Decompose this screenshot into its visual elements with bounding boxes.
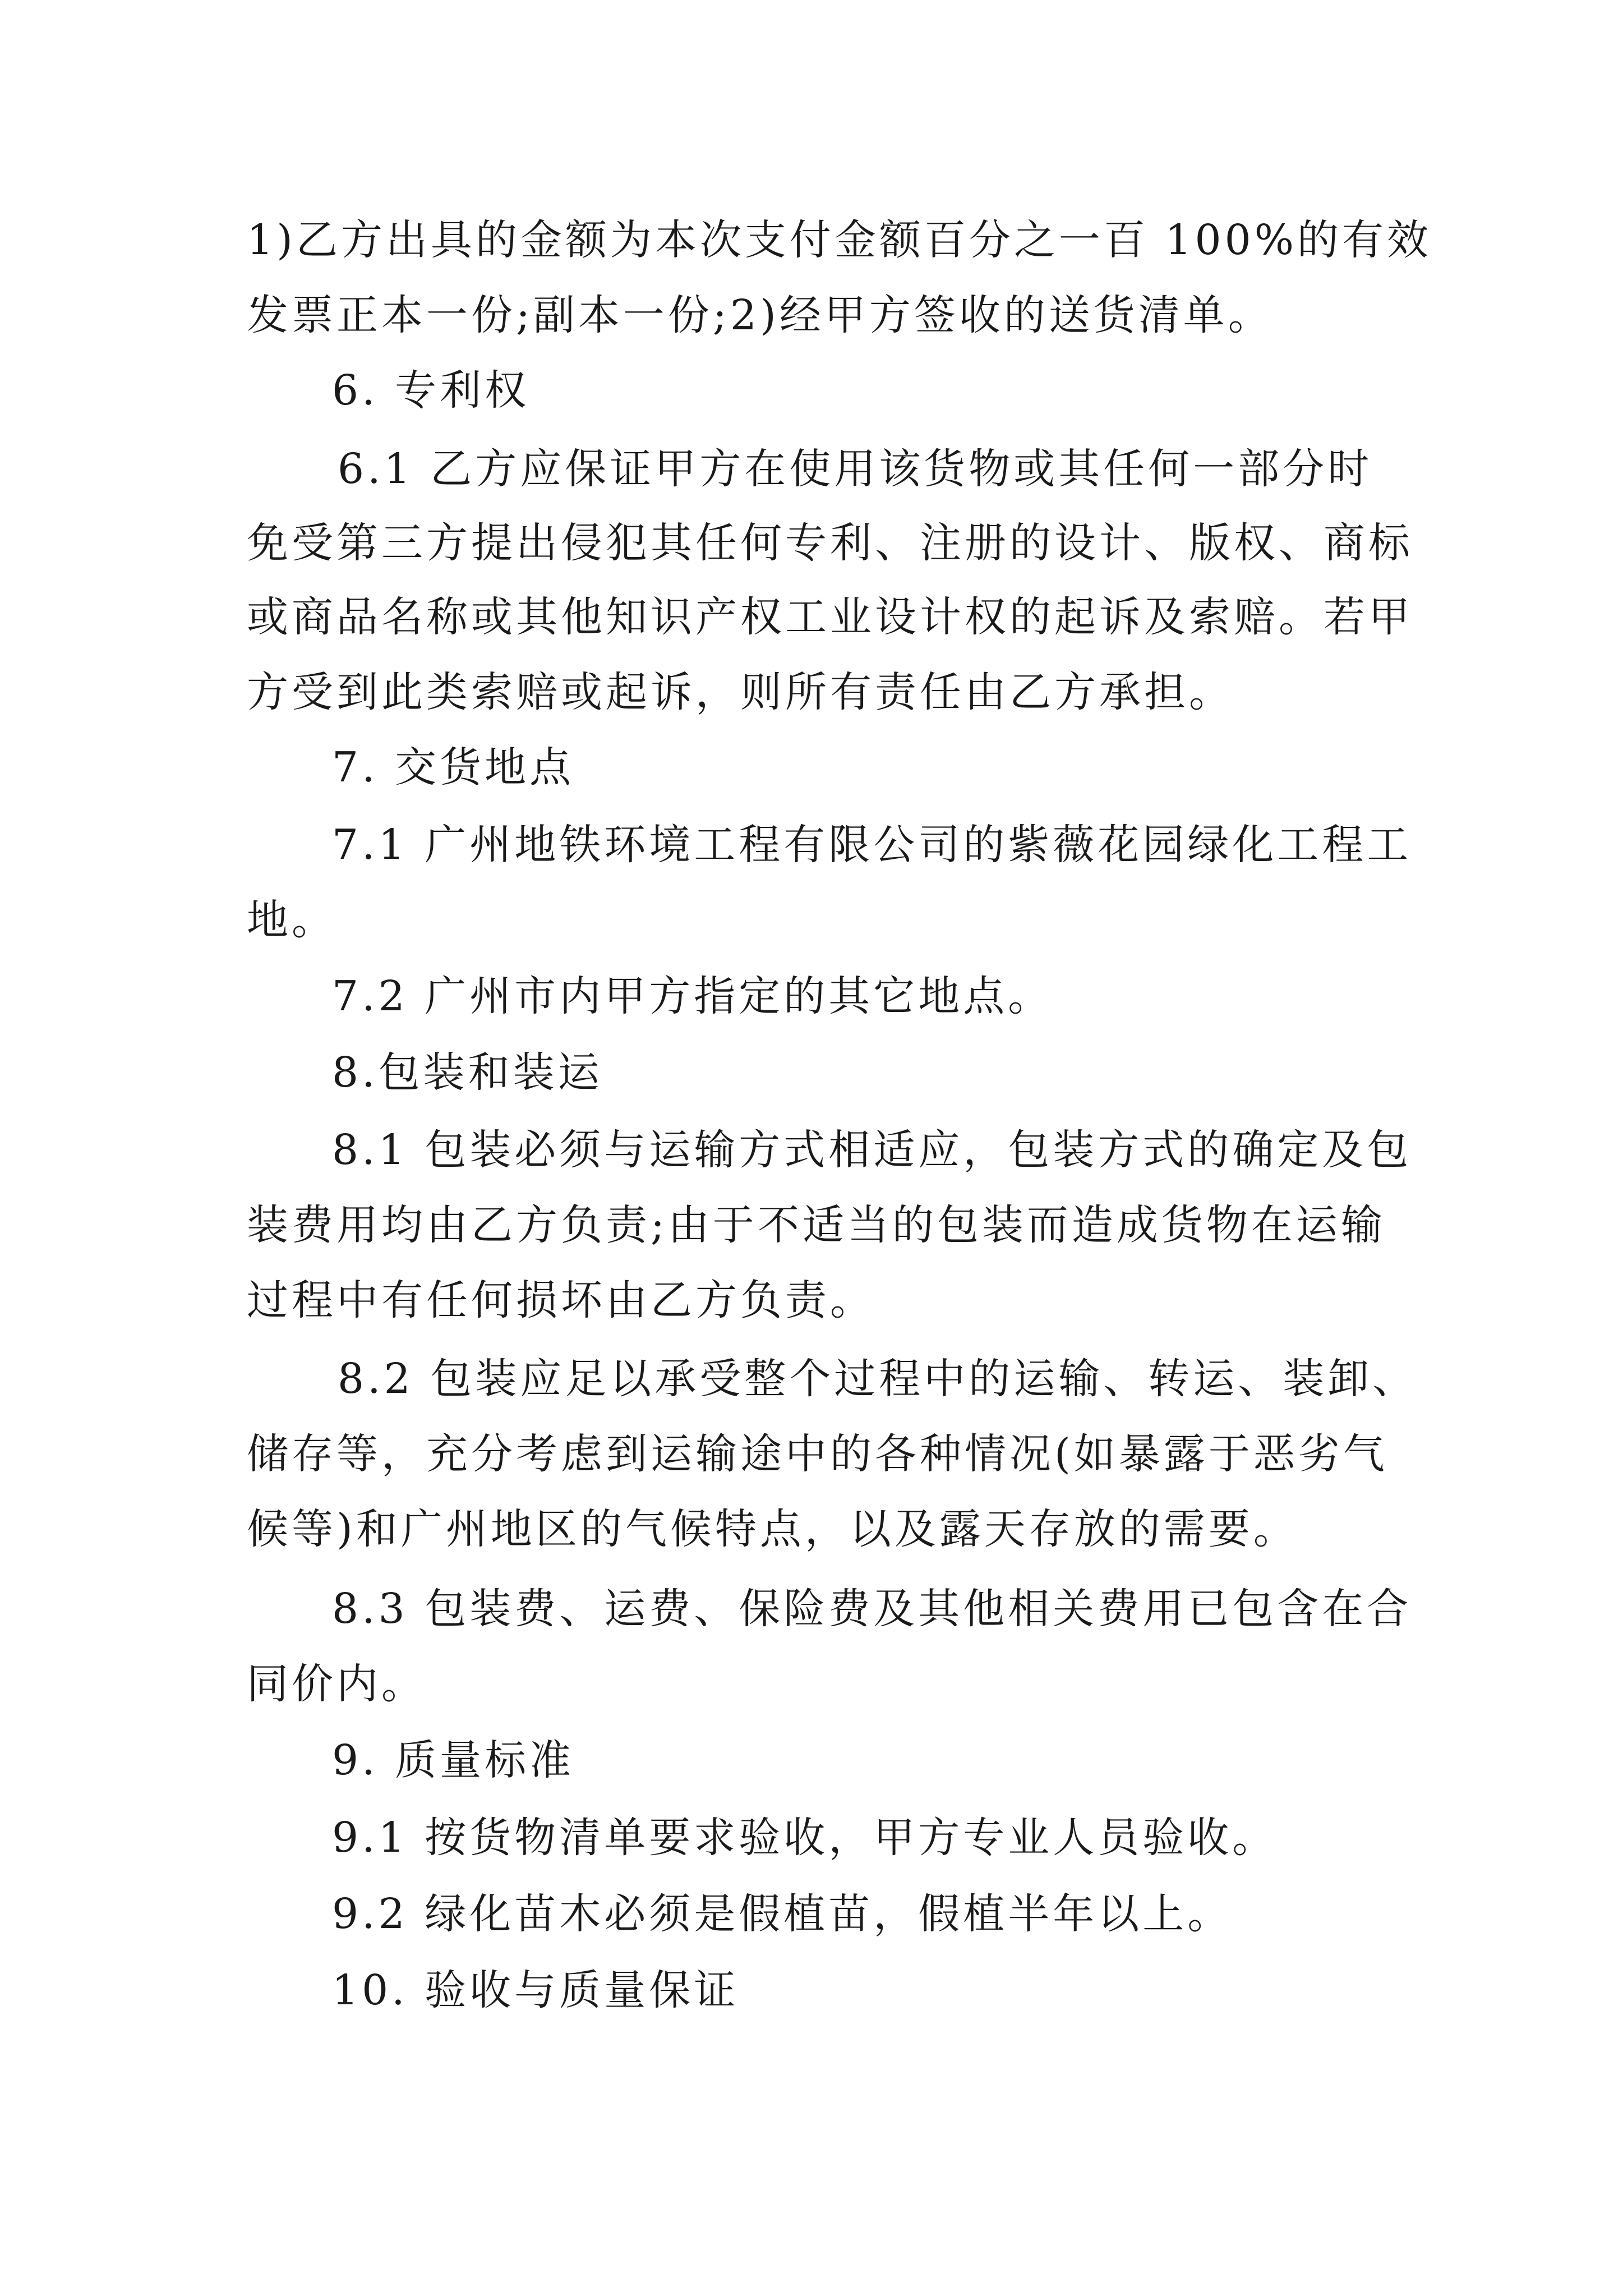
text-line-payment-invoice: 1)乙方出具的金额为本次支付金额百分之一百 100%的有效 — [247, 216, 1432, 264]
text-line-8-3: 8.3 包装费、运费、保险费及其他相关费用已包含在合 — [332, 1585, 1412, 1633]
section-heading-7: 7. 交货地点 — [332, 743, 575, 792]
text-line-7-1: 7.1 广州地铁环境工程有限公司的紫薇花园绿化工程工 — [332, 821, 1412, 869]
text-line-6-1-cont-2: 或商品名称或其他知识产权工业设计权的起诉及索赔。若甲 — [247, 593, 1413, 641]
text-line-9-1: 9.1 按货物清单要求验收，甲方专业人员验收。 — [332, 1814, 1278, 1862]
text-line-8-1-cont-1: 装费用均由乙方负责;由于不适当的包装而造成货物在运输 — [247, 1201, 1386, 1249]
section-heading-10: 10. 验收与质量保证 — [332, 1966, 739, 2014]
text-line-6-1-cont-1: 免受第三方提出侵犯其任何专利、注册的设计、版权、商标 — [247, 519, 1413, 567]
text-line-9-2: 9.2 绿化苗木必须是假植苗，假植半年以上。 — [332, 1890, 1233, 1938]
text-line-8-3-cont: 同价内。 — [247, 1660, 426, 1708]
section-heading-9: 9. 质量标准 — [332, 1736, 575, 1784]
text-line-8-1-cont-2: 过程中有任何损坏由乙方负责。 — [247, 1276, 875, 1324]
section-heading-8: 8.包装和装运 — [332, 1048, 603, 1097]
text-line-8-2-cont-2: 候等)和广州地区的气候特点，以及露天存放的需要。 — [247, 1505, 1298, 1553]
text-line-7-1-cont: 地。 — [247, 896, 336, 944]
text-line-6-1: 6.1 乙方应保证甲方在使用该货物或其任何一部分时 — [338, 445, 1373, 493]
section-heading-6: 6. 专利权 — [332, 366, 530, 415]
text-line-7-2: 7.2 广州市内甲方指定的其它地点。 — [332, 972, 1053, 1020]
text-line-8-2: 8.2 包装应足以承受整个过程中的运输、转运、装卸、 — [338, 1355, 1418, 1403]
text-line-6-1-cont-3: 方受到此类索赔或起诉，则所有责任由乙方承担。 — [247, 668, 1234, 716]
text-line-8-2-cont-1: 储存等，充分考虑到运输途中的各种情况(如暴露于恶劣气 — [247, 1430, 1388, 1478]
text-line-payment-docs: 发票正本一份;副本一份;2)经甲方签收的送货清单。 — [247, 291, 1273, 339]
text-line-8-1: 8.1 包装必须与运输方式相适应，包装方式的确定及包 — [332, 1126, 1412, 1174]
